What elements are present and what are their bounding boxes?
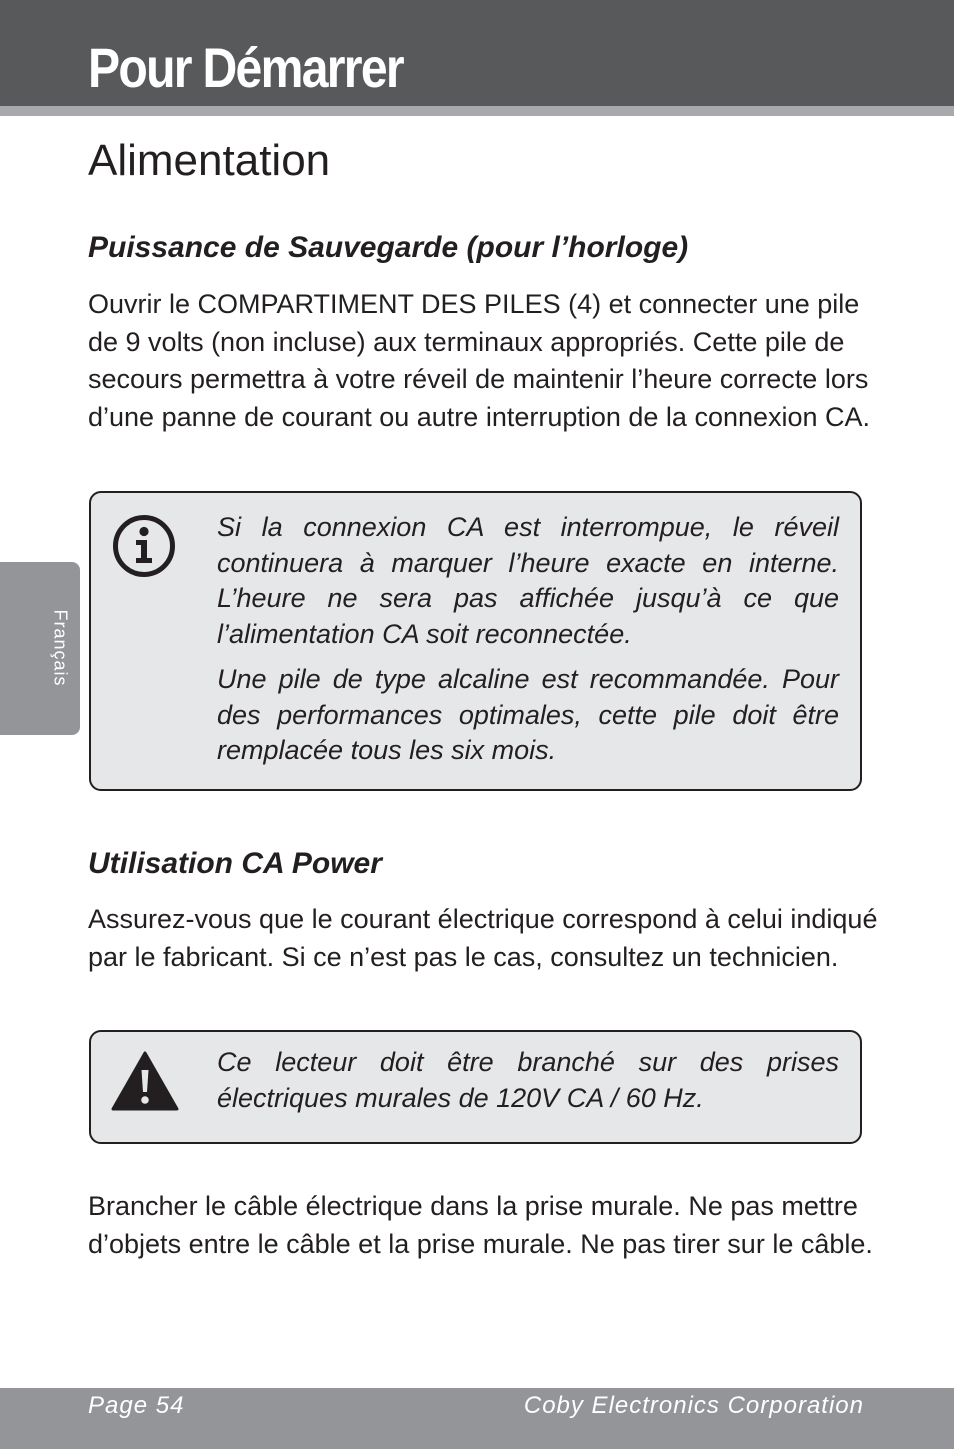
warning-note bbox=[89, 1030, 862, 1144]
company-name: Coby Electronics Corporation bbox=[523, 1392, 864, 1419]
closing-paragraph: Brancher le câble électrique dans la prise murale. Ne pas mettre d’objets entre le câble et la prise murale. Ne pas tirer sur le câble. bbox=[88, 1191, 873, 1259]
ac-power-paragraph: Assurez-vous que le courant électrique correspond à celui indiqué par le fabricant. Si ce n’est pas le cas, consultez un technicien. bbox=[88, 904, 878, 972]
info-note-paragraph-2: Une pile de type alcaline est recommandée. Pour des performances optimales, cette pile doit être remplacée tous les six mois. bbox=[217, 664, 839, 765]
ac-power-heading: Utilisation CA Power bbox=[88, 847, 382, 880]
info-note bbox=[89, 491, 862, 791]
section-title: Alimentation bbox=[88, 136, 331, 185]
backup-power-paragraph: Ouvrir le COMPARTIMENT DES PILES (4) et connecter une pile de 9 volts (non incluse) aux terminaux appropriés. Cette pile de secours permettra à votre réveil de maintenir l’heure correcte lors d’une panne de courant ou autre interruption de la connexion CA. bbox=[88, 289, 871, 433]
warning-icon bbox=[110, 1050, 180, 1117]
page-number: Page 54 bbox=[88, 1392, 185, 1419]
info-note-paragraph-1: Si la connexion CA est interrompue, le réveil continuera à marquer l’heure exacte en interne. L’heure ne sera pas affichée jusqu’à ce que l’alimentation CA soit reconnectée. bbox=[217, 512, 839, 649]
info-icon bbox=[112, 514, 176, 583]
warning-note-text: Ce lecteur doit être branché sur des prises électriques murales de 120V CA / 60 Hz. bbox=[217, 1047, 839, 1113]
page-title: Pour Démarrer bbox=[88, 36, 403, 99]
backup-power-heading: Puissance de Sauvegarde (pour l’horloge) bbox=[88, 231, 689, 264]
header-rule bbox=[0, 106, 954, 116]
language-tab-label: Français bbox=[50, 609, 71, 687]
